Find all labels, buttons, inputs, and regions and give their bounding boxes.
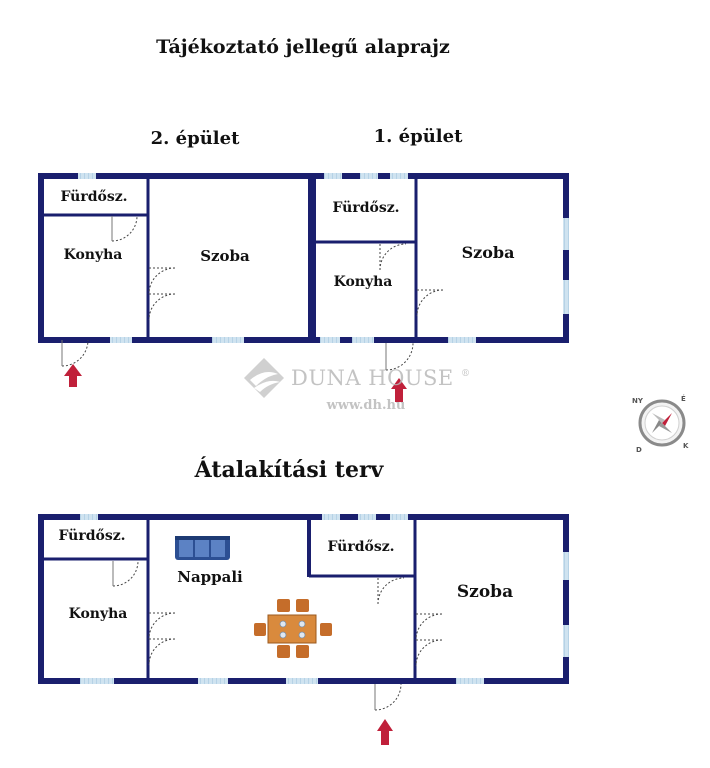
sofa-icon bbox=[175, 536, 230, 560]
watermark-url: www.dh.hu bbox=[326, 398, 406, 413]
entrance-arrow-icon bbox=[64, 364, 82, 387]
compass-label: D bbox=[636, 446, 642, 454]
room-label-kitchen-b2: Konyha bbox=[63, 247, 123, 263]
compass-label: É bbox=[681, 395, 686, 403]
room-label-bath-left: Fürdősz. bbox=[58, 528, 126, 544]
watermark bbox=[244, 358, 470, 413]
main-title: Tájékoztató jellegű alaprajz bbox=[156, 36, 450, 58]
room-label-bath-b2: Fürdősz. bbox=[60, 189, 128, 205]
building-1-label: 1. épület bbox=[373, 126, 463, 147]
compass-icon bbox=[632, 394, 689, 454]
door-leaves-top bbox=[62, 216, 386, 370]
room-label-room-b1: Szoba bbox=[461, 243, 515, 262]
room-label-kitchen: Konyha bbox=[68, 606, 128, 622]
door-leaves-bottom bbox=[113, 561, 375, 710]
room-label-room-b2: Szoba bbox=[200, 247, 250, 265]
entrance-arrow-icon bbox=[377, 719, 393, 745]
renovation-floor-plan bbox=[41, 514, 569, 745]
compass-label: K bbox=[683, 442, 689, 450]
room-label-bath-b1: Fürdősz. bbox=[332, 200, 400, 216]
compass-label: NY bbox=[632, 397, 643, 405]
room-label-bath-right: Fürdősz. bbox=[327, 539, 395, 555]
building-2-label: 2. épület bbox=[150, 128, 240, 149]
dining-table-icon bbox=[254, 599, 332, 658]
room-label-living: Nappali bbox=[177, 568, 243, 586]
watermark-brand: DUNA HOUSE bbox=[291, 366, 454, 390]
room-label-room: Szoba bbox=[456, 582, 514, 602]
room-label-kitchen-b1: Konyha bbox=[333, 274, 393, 290]
duna-house-logo-icon bbox=[244, 358, 284, 398]
plan-title: Átalakítási terv bbox=[194, 457, 384, 483]
watermark-registered: ® bbox=[461, 369, 470, 379]
